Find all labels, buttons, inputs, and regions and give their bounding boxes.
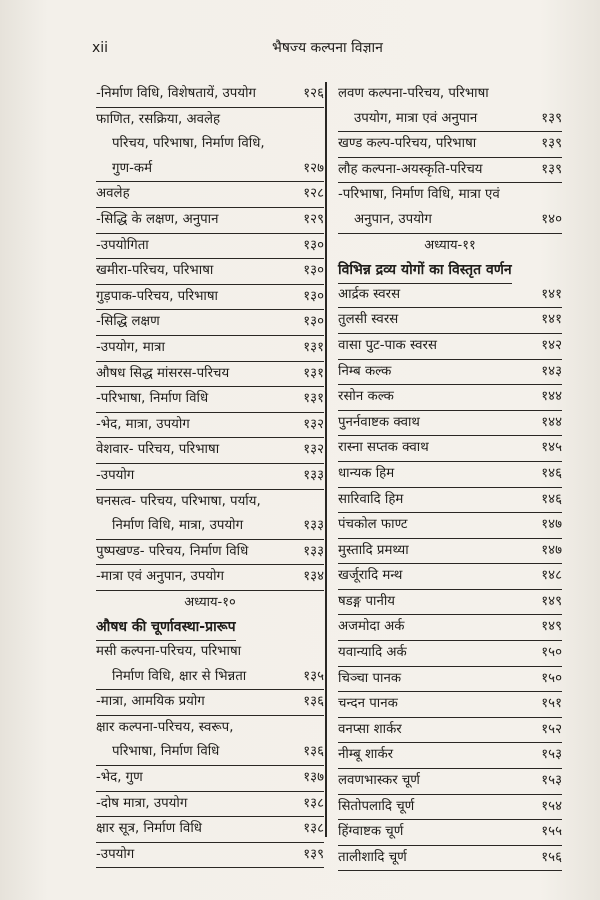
toc-entry-text: वनप्सा शार्कर xyxy=(338,721,402,737)
toc-entry-text: अवलेह xyxy=(96,186,130,202)
toc-entry-text: तालीशादि चूर्ण xyxy=(338,849,407,865)
toc-page-number: १४२ xyxy=(541,337,562,353)
toc-page-number: १३० xyxy=(303,314,324,330)
toc-page-number: १३० xyxy=(303,288,324,304)
toc-page-number: १२८ xyxy=(303,186,324,202)
toc-page-number: १३१ xyxy=(303,365,324,381)
toc-entry xyxy=(96,310,324,336)
toc-page-number: १३२ xyxy=(303,416,324,432)
toc-entry xyxy=(96,690,324,716)
toc-page-number: १३४ xyxy=(303,569,324,585)
toc-entry-text: मुस्तादि प्रमथ्या xyxy=(338,542,409,558)
toc-entry-text: औषध सिद्ध मांसरस-परिचय xyxy=(96,365,230,381)
toc-entry-text: -उपयोगिता xyxy=(96,237,149,253)
toc-entry xyxy=(338,208,562,234)
toc-entry xyxy=(96,438,324,464)
toc-entry xyxy=(96,843,324,869)
toc-entry-text: -दोष मात्रा, उपयोग xyxy=(96,795,188,811)
toc-entry-text: यवान्यादि अर्क xyxy=(338,645,407,661)
toc-page-number: १५५ xyxy=(541,824,562,840)
toc-page-number: १३३ xyxy=(303,543,324,559)
toc-page-number: १२७ xyxy=(303,160,324,176)
toc-page-number: १५४ xyxy=(541,798,562,814)
toc-entry-text: -उपयोग, मात्रा xyxy=(96,339,165,355)
toc-page-number: १३९ xyxy=(303,846,324,862)
toc-entry xyxy=(96,514,324,540)
toc-entry xyxy=(96,413,324,439)
toc-page-number: १४१ xyxy=(541,312,562,328)
toc-entry-text: लवण कल्पना-परिचय, परिभाषा xyxy=(338,86,489,101)
toc-entry xyxy=(338,667,562,693)
toc-page-number: १३६ xyxy=(303,744,324,760)
toc-entry-text: -उपयोग xyxy=(96,467,135,483)
toc-page-number: १२९ xyxy=(303,211,324,227)
toc-entry xyxy=(338,462,562,488)
toc-entry-text: अध्याय-११ xyxy=(424,237,476,253)
toc-entry xyxy=(338,795,562,821)
toc-entry xyxy=(338,158,562,184)
chapter-number xyxy=(96,591,324,616)
toc-entry xyxy=(338,107,562,133)
toc-entry xyxy=(96,362,324,388)
toc-entry-text: -निर्माण विधि, विशेषतायें, उपयोग xyxy=(96,86,257,101)
toc-page-number: १५० xyxy=(541,645,562,661)
toc-entry-text: क्षार सूत्र, निर्माण विधि xyxy=(96,821,202,837)
toc-entry-text: अनुपान, उपयोग xyxy=(354,211,432,227)
toc-entry xyxy=(96,108,324,133)
toc-entry-text: हिंग्वाष्टक चूर्ण xyxy=(338,824,404,840)
toc-entry-text: क्षार कल्पना-परिचय, स्वरूप, xyxy=(96,719,234,735)
toc-entry xyxy=(96,716,324,741)
page-header xyxy=(92,38,560,62)
toc-entry xyxy=(96,640,324,665)
toc-page-number: १२६ xyxy=(303,86,324,101)
toc-entry-text: घनसत्व- परिचय, परिभाषा, पर्याय, xyxy=(96,493,261,509)
toc-entry xyxy=(338,183,562,208)
toc-page-number: १४८ xyxy=(541,568,562,584)
toc-entry-text: खण्ड कल्प-परिचय, परिभाषा xyxy=(338,136,477,152)
toc-entry xyxy=(96,540,324,566)
toc-entry xyxy=(338,334,562,360)
toc-entry-text: रसोन कल्क xyxy=(338,389,394,405)
toc-entry-text: पुनर्नवाष्टक क्वाथ xyxy=(338,414,420,430)
toc-entry-text: अजमोदा अर्क xyxy=(338,619,405,635)
toc-entry-text: विभिन्न द्रव्य योगों का विस्तृत वर्णन xyxy=(338,258,512,284)
toc-entry-text: -उपयोग xyxy=(96,846,135,862)
toc-entry xyxy=(338,411,562,437)
toc-entry-text: फाणित, रसक्रिया, अवलेह xyxy=(96,111,221,127)
toc-entry-text: -भेद, मात्रा, उपयोग xyxy=(96,416,190,432)
toc-entry xyxy=(96,817,324,843)
toc-entry xyxy=(96,792,324,818)
toc-entry-text: वेशवार- परिचय, परिभाषा xyxy=(96,442,220,458)
toc-entry-text: गुण-कर्म xyxy=(112,160,153,176)
toc-entry-text: वासा पुट-पाक स्वरस xyxy=(338,337,437,353)
toc-entry xyxy=(96,565,324,591)
contents-column-right xyxy=(338,82,562,871)
toc-entry xyxy=(96,490,324,515)
toc-entry xyxy=(96,157,324,183)
toc-entry xyxy=(338,692,562,718)
toc-entry xyxy=(96,740,324,766)
toc-entry xyxy=(96,766,324,792)
toc-page-number: १४४ xyxy=(541,389,562,405)
toc-page-number: १३७ xyxy=(303,770,324,786)
toc-page-number: १३० xyxy=(303,263,324,279)
toc-page-number: १३१ xyxy=(303,391,324,407)
toc-entry-text: खर्जूरादि मन्थ xyxy=(338,568,403,584)
toc-entry-text: गुड़पाक-परिचय, परिभाषा xyxy=(96,288,219,304)
toc-entry-text: -सिद्धि के लक्षण, अनुपान xyxy=(96,211,219,227)
toc-entry xyxy=(338,564,562,590)
toc-entry xyxy=(96,82,324,108)
toc-entry xyxy=(338,513,562,539)
toc-entry-text: आर्द्रक स्वरस xyxy=(338,286,401,302)
toc-entry-text: रास्ना सप्तक क्वाथ xyxy=(338,440,429,456)
page-number: xii xyxy=(92,40,109,56)
toc-page-number: १५१ xyxy=(541,696,562,712)
toc-entry xyxy=(338,360,562,386)
toc-page-number: १५३ xyxy=(541,747,562,763)
toc-page-number: १३९ xyxy=(541,110,562,126)
toc-entry xyxy=(338,308,562,334)
toc-page-number: १४६ xyxy=(541,465,562,481)
toc-entry xyxy=(338,820,562,846)
toc-page-number: १३९ xyxy=(541,161,562,177)
toc-entry-text: निर्माण विधि, क्षार से भिन्नता xyxy=(112,668,247,684)
running-title: भैषज्य कल्पना विज्ञान xyxy=(272,40,383,56)
toc-entry-text: खमीरा-परिचय, परिभाषा xyxy=(96,263,214,279)
toc-page-number: १३९ xyxy=(541,136,562,152)
toc-entry xyxy=(96,665,324,691)
toc-entry xyxy=(338,539,562,565)
toc-page-number: १३८ xyxy=(303,795,324,811)
toc-page-number: १३३ xyxy=(303,467,324,483)
toc-page-number: १४३ xyxy=(541,363,562,379)
toc-entry xyxy=(338,132,562,158)
toc-entry-text: -मात्रा एवं अनुपान, उपयोग xyxy=(96,569,225,585)
toc-entry xyxy=(96,182,324,208)
toc-entry-text: परिचय, परिभाषा, निर्माण विधि, xyxy=(112,136,265,152)
toc-entry xyxy=(338,641,562,667)
toc-entry xyxy=(96,464,324,490)
toc-entry xyxy=(338,846,562,872)
toc-page-number: १३६ xyxy=(303,694,324,710)
toc-page-number: १४४ xyxy=(541,414,562,430)
toc-page-number: १३२ xyxy=(303,442,324,458)
toc-entry xyxy=(338,283,562,309)
toc-page-number: १४९ xyxy=(541,593,562,609)
toc-page-number: १३५ xyxy=(303,668,324,684)
toc-page-number: १३३ xyxy=(303,518,324,534)
toc-page-number: १४७ xyxy=(541,517,562,533)
toc-entry xyxy=(338,743,562,769)
toc-entry xyxy=(96,336,324,362)
toc-entry-text: तुलसी स्वरस xyxy=(338,312,399,328)
toc-page-number: १४० xyxy=(541,211,562,227)
contents-column-left xyxy=(96,82,324,868)
toc-entry-text: -सिद्धि लक्षण xyxy=(96,314,160,330)
toc-page-number: १३१ xyxy=(303,339,324,355)
chapter-title xyxy=(338,258,562,283)
toc-entry-text: धान्यक हिम xyxy=(338,465,395,481)
toc-page-number: १५६ xyxy=(541,849,562,865)
toc-entry-text: षडङ्ग पानीय xyxy=(338,593,395,609)
toc-entry-text: सितोपलादि चूर्ण xyxy=(338,798,415,814)
chapter-number xyxy=(338,234,562,259)
toc-entry-text: निम्ब कल्क xyxy=(338,363,392,379)
toc-entry xyxy=(96,259,324,285)
toc-entry xyxy=(338,488,562,514)
toc-page-number: १५० xyxy=(541,670,562,686)
toc-page-number: १४५ xyxy=(541,440,562,456)
chapter-title xyxy=(96,615,324,640)
toc-entry-text: -परिभाषा, निर्माण विधि xyxy=(96,391,209,407)
toc-entry xyxy=(96,285,324,311)
toc-entry-text: औषध की चूर्णावस्था-प्रारूप xyxy=(96,615,236,641)
toc-entry-text: पुष्पखण्ड- परिचय, निर्माण विधि xyxy=(96,543,249,559)
toc-entry xyxy=(338,615,562,641)
toc-entry-text: चन्दन पानक xyxy=(338,696,398,712)
toc-page-number: १५२ xyxy=(541,721,562,737)
toc-entry-text: अध्याय-१० xyxy=(184,594,236,610)
toc-page-number: १४६ xyxy=(541,491,562,507)
toc-entry xyxy=(96,132,324,157)
toc-page-number: १४९ xyxy=(541,619,562,635)
toc-entry xyxy=(338,436,562,462)
toc-entry-text: -भेद, गुण xyxy=(96,770,143,786)
toc-page-number: १३० xyxy=(303,237,324,253)
toc-entry xyxy=(338,82,562,107)
toc-entry-text: पंचकोल फाण्ट xyxy=(338,517,408,533)
toc-entry xyxy=(96,234,324,260)
toc-entry-text: मसी कल्पना-परिचय, परिभाषा xyxy=(96,644,242,660)
toc-entry-text: -परिभाषा, निर्माण विधि, मात्रा एवं xyxy=(338,187,500,203)
toc-entry xyxy=(338,590,562,616)
column-divider xyxy=(325,82,327,837)
toc-entry-text: लौह कल्पना-अयस्कृति-परिचय xyxy=(338,161,483,177)
toc-entry-text: -मात्रा, आमयिक प्रयोग xyxy=(96,694,205,710)
toc-page-number: १५३ xyxy=(541,773,562,789)
toc-entry-text: निर्माण विधि, मात्रा, उपयोग xyxy=(112,518,244,534)
toc-entry-text: परिभाषा, निर्माण विधि xyxy=(112,744,220,760)
toc-entry-text: उपयोग, मात्रा एवं अनुपान xyxy=(354,110,478,126)
toc-page-number: १३८ xyxy=(303,821,324,837)
toc-entry xyxy=(338,385,562,411)
toc-entry xyxy=(96,387,324,413)
toc-entry-text: सारिवादि हिम xyxy=(338,491,404,507)
toc-entry-text: नीम्बू शार्कर xyxy=(338,747,394,763)
toc-entry xyxy=(338,769,562,795)
toc-entry-text: लवणभास्कर चूर्ण xyxy=(338,773,420,789)
toc-entry-text: चिञ्चा पानक xyxy=(338,670,402,686)
toc-page-number: १४१ xyxy=(541,286,562,302)
toc-entry xyxy=(338,718,562,744)
toc-entry xyxy=(96,208,324,234)
toc-page-number: १४७ xyxy=(541,542,562,558)
